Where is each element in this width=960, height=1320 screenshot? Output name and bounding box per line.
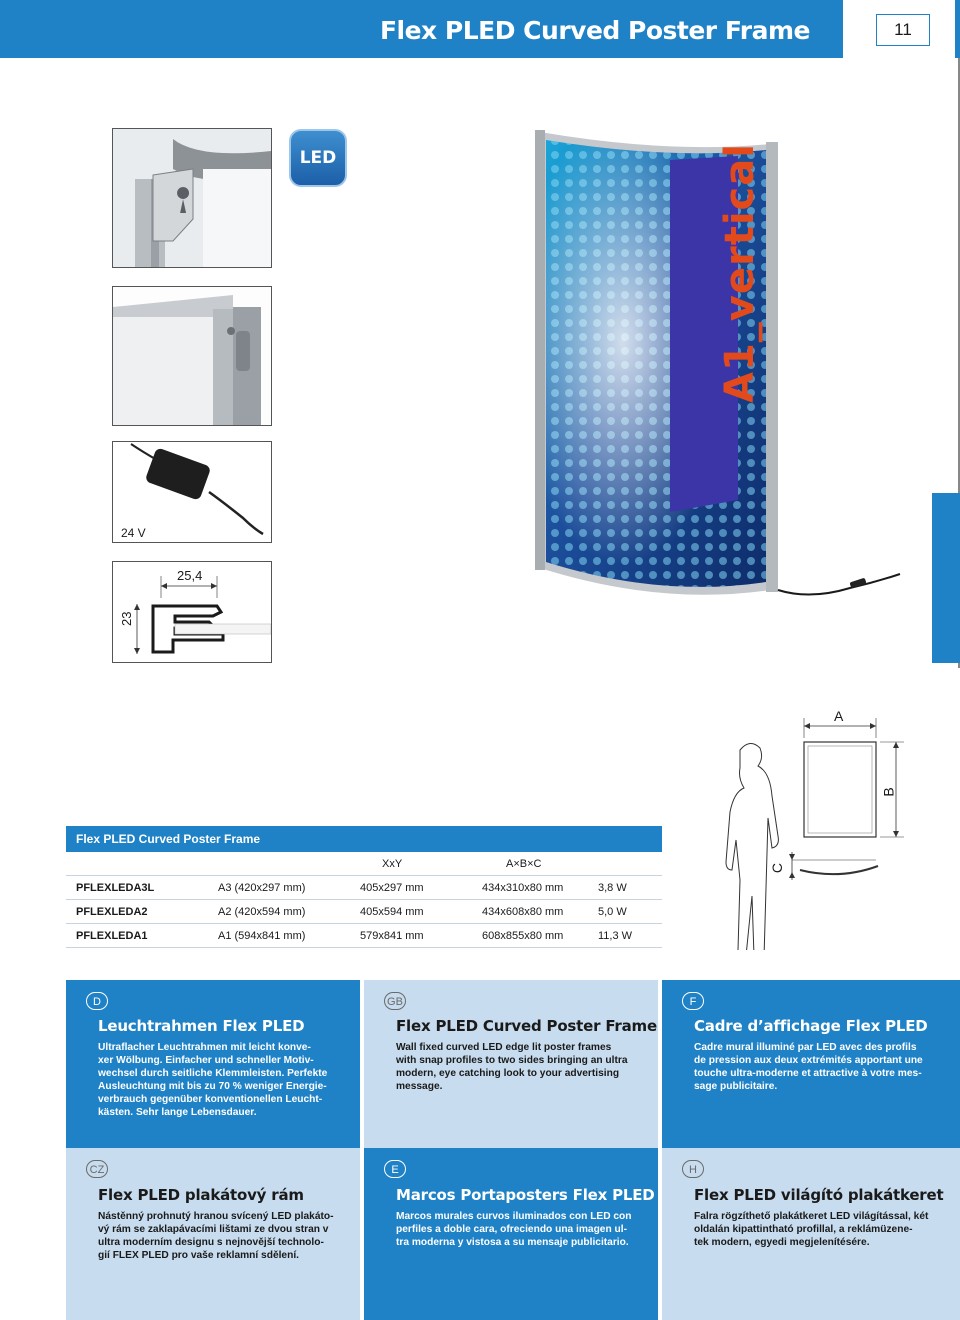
product-photo bbox=[520, 120, 930, 660]
lang-title-es: Marcos Portaposters Flex PLED bbox=[396, 1186, 655, 1204]
lang-code-cz: CZ bbox=[86, 1160, 108, 1178]
cell-code: PFLEXLEDA2 bbox=[76, 906, 148, 918]
spec-table bbox=[66, 852, 662, 948]
cell-power: 3,8 W bbox=[598, 882, 627, 894]
cell-code: PFLEXLEDA1 bbox=[76, 930, 148, 942]
lang-code-gb: GB bbox=[384, 992, 406, 1010]
lang-box-de bbox=[66, 980, 360, 1148]
voltage-label: 24 V bbox=[121, 526, 146, 540]
lang-title-gb: Flex PLED Curved Poster Frame bbox=[396, 1017, 657, 1035]
lang-text-cz: Nástěnný prohnutý hranou svícený LED plakáto- vý rám se zaklapávacími lištami ze dvou stran v ultra moderním designu s nejnovější technolo- gií FLEX PLED pro vaše reklamní sdělení. bbox=[98, 1211, 334, 1261]
cell-power: 11,3 W bbox=[598, 930, 633, 942]
lang-box-fr bbox=[662, 980, 960, 1148]
profile-section-drawing bbox=[112, 561, 272, 663]
poster-text: A1_vertical bbox=[717, 143, 763, 403]
table-row bbox=[66, 876, 662, 900]
cell-outer-size: 608x855x80 mm bbox=[482, 930, 564, 942]
cell-visible-size: 405x297 mm bbox=[360, 882, 424, 894]
lang-text-fr: Cadre mural illuminé par LED avec des profils de pression aux deux extrémités apportant une touche ultra-moderne et attractive à votre mes- sage publicitaire. bbox=[694, 1042, 923, 1092]
lang-box-cz bbox=[66, 1148, 360, 1320]
profile-height-label: 23 bbox=[119, 611, 134, 626]
corner-detail-photo bbox=[112, 128, 272, 268]
cell-format: A3 (420x297 mm) bbox=[218, 882, 306, 894]
cell-format: A1 (594x841 mm) bbox=[218, 930, 306, 942]
col-header-xxy: XxY bbox=[382, 858, 403, 870]
power-supply-photo bbox=[112, 441, 272, 543]
lang-title-hu: Flex PLED világító plakátkeret bbox=[694, 1186, 944, 1204]
dimension-a-label: A bbox=[834, 708, 844, 724]
led-icon-label: LED bbox=[299, 148, 337, 168]
lang-code-hu: H bbox=[682, 1160, 704, 1178]
side-clamp-photo bbox=[112, 286, 272, 426]
lang-text-de: Ultraflacher Leuchtrahmen mit leicht konve- xer Wölbung. Einfacher und schneller Motiv- wechsel durch seitliche Klemmleisten. Perfekte Ausleuchtung mit bis zu 70 % weniger Energie- verbrauch gegenüber konventionellen Leucht- kästen. Sehr lange Lebensdauer. bbox=[98, 1042, 328, 1118]
dimension-c-label: C bbox=[769, 862, 786, 874]
col-header-abc: A×B×C bbox=[506, 858, 542, 870]
lang-code-fr: F bbox=[682, 992, 704, 1010]
lang-code-es: E bbox=[384, 1160, 406, 1178]
cell-power: 5,0 W bbox=[598, 906, 627, 918]
dimension-diagram bbox=[700, 700, 920, 950]
table-row bbox=[66, 924, 662, 948]
lang-title-fr: Cadre d’affichage Flex PLED bbox=[694, 1017, 928, 1035]
cell-visible-size: 405x594 mm bbox=[360, 906, 424, 918]
lang-code-de: D bbox=[86, 992, 108, 1010]
lang-text-es: Marcos murales curvos iluminados con LED con perfiles a doble cara, ofreciendo una imagen ul- tra moderna y vistosa a su mensaje publicitario. bbox=[396, 1211, 632, 1248]
cell-outer-size: 434x608x80 mm bbox=[482, 906, 564, 918]
cell-code: PFLEXLEDA3L bbox=[76, 882, 155, 894]
dimension-b-label: B bbox=[880, 787, 897, 797]
cell-visible-size: 579x841 mm bbox=[360, 930, 424, 942]
header-edge-accent bbox=[955, 0, 960, 58]
page-edge-tab bbox=[932, 493, 960, 663]
lang-title-cz: Flex PLED plakátový rám bbox=[98, 1186, 304, 1204]
table-row bbox=[66, 900, 662, 924]
page-number: 11 bbox=[876, 14, 930, 46]
lang-title-de: Leuchtrahmen Flex PLED bbox=[98, 1017, 305, 1035]
lang-text-gb: Wall fixed curved LED edge lit poster frames with snap profiles to two sides bringing an ultra modern, eye catching look to your advertising message. bbox=[396, 1042, 628, 1092]
cell-format: A2 (420x594 mm) bbox=[218, 906, 306, 918]
led-icon bbox=[289, 129, 347, 187]
table-title: Flex PLED Curved Poster Frame bbox=[66, 826, 662, 852]
lang-box-hu bbox=[662, 1148, 960, 1320]
page-title: Flex PLED Curved Poster Frame bbox=[379, 16, 810, 45]
lang-text-hu: Falra rögzíthető plakátkeret LED világítással, két oldalán kipattintható profillal, a reklámüzene- tek modern, egyedi megjelenítésére. bbox=[694, 1211, 929, 1248]
cell-outer-size: 434x310x80 mm bbox=[482, 882, 564, 894]
lang-box-es bbox=[364, 1148, 658, 1320]
table-header-row bbox=[66, 852, 662, 876]
lang-box-gb bbox=[364, 980, 658, 1148]
profile-width-label: 25,4 bbox=[177, 568, 203, 583]
